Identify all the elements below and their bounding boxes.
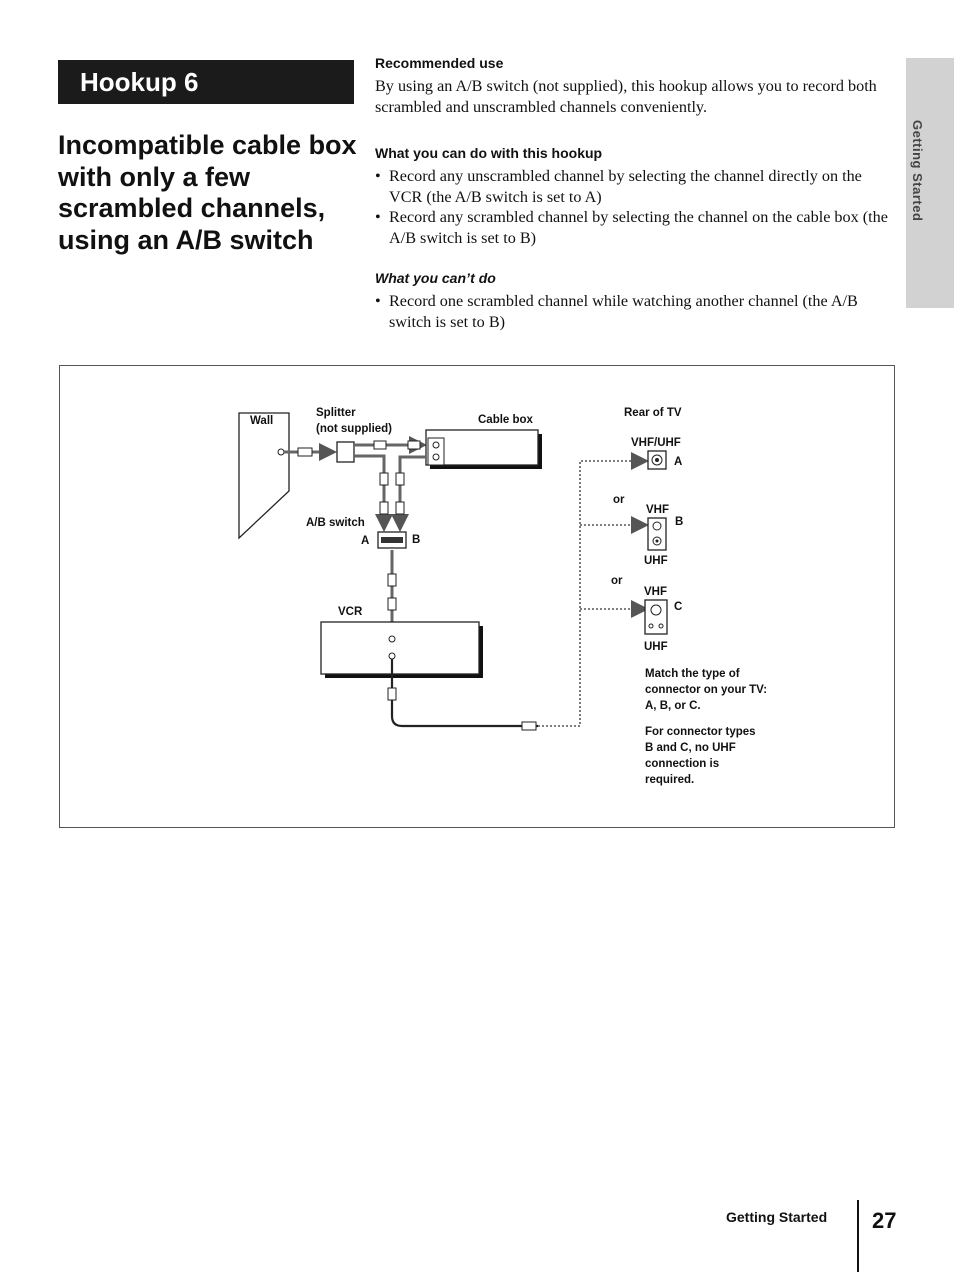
footer-divider bbox=[857, 1200, 859, 1272]
recommended-use-section bbox=[375, 55, 895, 117]
can-do-section bbox=[375, 145, 895, 248]
wall-label: Wall bbox=[250, 415, 274, 427]
page-title: Incompatible cable box with only a few scrambled channels, using an A/B switch bbox=[58, 130, 357, 255]
hookup-heading: Hookup 6 bbox=[58, 60, 354, 104]
switch-port-b: B bbox=[412, 534, 421, 546]
recommended-use-text: By using an A/B switch (not supplied), this hookup allows you to record both scrambled and unscrambled channels conveniently. bbox=[375, 77, 877, 116]
vcr-label: VCR bbox=[338, 606, 363, 618]
cant-do-heading: What you can’t do bbox=[375, 270, 496, 286]
list-item: • Record any scrambled channel by selecting the channel on the cable box (the A/B switch is set to B) bbox=[375, 207, 895, 248]
type-b-label: B bbox=[675, 516, 684, 528]
footer-section-name: Getting Started bbox=[726, 1209, 828, 1225]
hookup-diagram bbox=[59, 365, 895, 828]
switch-port-a: A bbox=[361, 535, 370, 547]
vhf-uhf-label: VHF/UHF bbox=[631, 437, 681, 449]
cable-box-label: Cable box bbox=[478, 414, 533, 426]
recommended-use-heading: Recommended use bbox=[375, 55, 504, 71]
vhf-c-label: VHF bbox=[644, 586, 667, 598]
rear-of-tv-label: Rear of TV bbox=[624, 407, 682, 419]
vcr-icon bbox=[321, 622, 479, 674]
splitter-note: (not supplied) bbox=[316, 423, 393, 435]
can-do-heading: What you can do with this hookup bbox=[375, 145, 603, 161]
or-label: or bbox=[611, 575, 623, 587]
wall-shape bbox=[239, 413, 289, 538]
splitter-label: Splitter bbox=[316, 407, 356, 419]
list-item: • Record any unscrambled channel by selecting the channel directly on the VCR (the A/B switch is set to A) bbox=[375, 166, 895, 207]
cant-do-list bbox=[375, 291, 895, 332]
uhf-connection-note: For connector types B and C, no UHF connection is required. bbox=[645, 726, 756, 786]
type-c-label: C bbox=[674, 601, 683, 613]
match-connector-note: Match the type of connector on your TV: A, B, or C. bbox=[645, 668, 768, 712]
vhf-b-label: VHF bbox=[646, 504, 669, 516]
wiring-diagram bbox=[60, 366, 896, 829]
wall-outlet-icon bbox=[278, 449, 284, 455]
cant-do-section bbox=[375, 270, 895, 332]
ab-switch-label: A/B switch bbox=[306, 517, 365, 529]
uhf-b-label: UHF bbox=[644, 555, 668, 567]
or-label: or bbox=[613, 494, 625, 506]
uhf-c-label: UHF bbox=[644, 641, 668, 653]
section-tab-label: Getting Started bbox=[910, 120, 925, 222]
list-item: • Record one scrambled channel while watching another channel (the A/B switch is set to B) bbox=[375, 291, 895, 332]
type-a-label: A bbox=[674, 456, 683, 468]
splitter-icon bbox=[337, 442, 354, 462]
page-number: 27 bbox=[872, 1208, 897, 1233]
can-do-list bbox=[375, 166, 895, 248]
